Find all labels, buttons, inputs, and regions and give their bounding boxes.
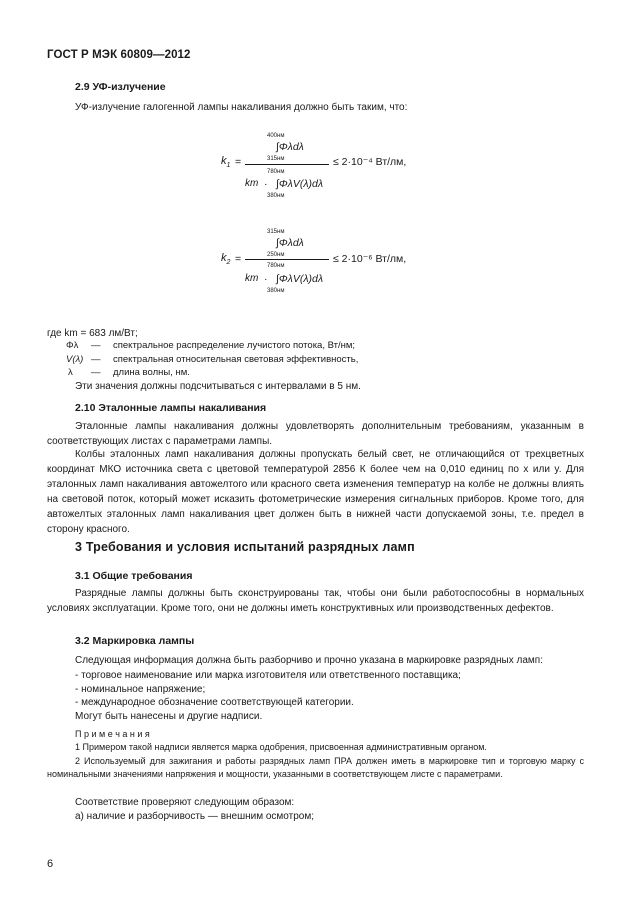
- note-1: 1 Примером такой надписи является марка одобрения, присвоенная административным органом.: [75, 742, 487, 752]
- formula2-den-lower: 380нм: [267, 288, 285, 294]
- page-number: 6: [47, 858, 54, 870]
- formula2-fraction-bar: [245, 259, 329, 260]
- where-intro: где km = 683 лм/Вт;: [47, 328, 138, 339]
- formula2-rhs: ≤ 2·10⁻⁶ Вт/лм,: [333, 253, 407, 265]
- formula2-eq: =: [235, 253, 242, 265]
- where-text: спектральное распределение лучистого потока, Вт/нм;: [113, 340, 356, 351]
- where-dash: —: [91, 354, 101, 365]
- notes-label: П р и м е ч а н и я: [75, 729, 150, 739]
- marking-list-item: - номинальное напряжение;: [75, 684, 206, 695]
- formula2-den-dot: ·: [264, 273, 268, 285]
- paragraph-2-10-1: Эталонные лампы накаливания должны удовлетворять дополнительным требованиям, указанным в соответствующих листах с параметрами лампы.: [47, 421, 584, 447]
- note-2: 2 Используемый для зажигания и работы разрядных ламп ПРА должен иметь в маркировке тип и торговую марку с номинальными значениями напряжения и мощности, указанными в соответствующем листе с параметрами.: [47, 756, 584, 779]
- formula1-fraction-bar: [245, 164, 329, 165]
- formula2-num-upper: 315нм: [267, 229, 285, 235]
- formula1-den-lower: 380нм: [267, 193, 285, 199]
- section-heading-3-2: 3.2 Маркировка лампы: [75, 635, 195, 647]
- section-heading-2-10: 2.10 Эталонные лампы накаливания: [75, 402, 267, 414]
- document-header: ГОСТ Р МЭК 60809—2012: [47, 49, 191, 61]
- paragraph-2-10-2: Колбы эталонных ламп накаливания должны пропускать белый свет, не отличающийся от трехцветных координат МКО источника света с цветовой температурой 2856 К более чем на 0,010 единиц по x или y. Для эталонных ламп накаливания автожелтого или красного света изменения температур на колбе не должны влиять на световой поток, который может исказить фотометрические измерения сигнальных приборов. Кроме того, для автожелтых эталонных ламп накаливания цвет должен быть в нижней части допускаемой зоны, т.е. предел в сторону красного.: [47, 449, 584, 535]
- formula1-den-dot: ·: [264, 178, 268, 190]
- where-dash: —: [91, 340, 101, 351]
- formula2-den-expr: ∫ΦλV(λ)dλ: [276, 273, 324, 285]
- where-symbol: V(λ): [66, 354, 84, 365]
- formula1-eq: =: [235, 156, 242, 168]
- section-heading-3-1: 3.1 Общие требования: [75, 570, 193, 582]
- compliance-check: Соответствие проверяют следующим образом:: [75, 797, 295, 808]
- formula1-num-expr: ∫Φλdλ: [276, 141, 304, 153]
- formula2-den-upper: 780нм: [267, 263, 285, 269]
- where-note: Эти значения должны подсчитываться с интервалами в 5 нм.: [75, 381, 361, 392]
- formula1-den-coef: km: [245, 178, 259, 189]
- where-symbol: λ: [68, 367, 73, 378]
- formula1-num-upper: 400нм: [267, 133, 285, 139]
- where-symbol: Φλ: [66, 340, 79, 351]
- formula1-rhs: ≤ 2·10⁻⁴ Вт/лм,: [333, 156, 407, 168]
- where-text: длина волны, нм.: [113, 367, 190, 378]
- marking-more: Могут быть нанесены и другие надписи.: [75, 711, 263, 722]
- formula2-den-coef: km: [245, 273, 259, 284]
- formula1-lhs: $k_1$: [221, 155, 231, 170]
- paragraph-3-1: Разрядные лампы должны быть сконструированы так, чтобы они были работоспособны в нормальных условиях эксплуатации. Кроме того, они не должны иметь конструктивных или производственных дефектов.: [47, 588, 584, 614]
- formula1-den-expr: ∫ΦλV(λ)dλ: [276, 178, 324, 190]
- marking-intro: Следующая информация должна быть разборчиво и прочно указана в маркировке разрядных ламп:: [75, 655, 543, 666]
- where-text: спектральная относительная световая эффективность,: [113, 354, 359, 365]
- formula1-den-upper: 780нм: [267, 169, 285, 175]
- section-heading-3: 3 Требования и условия испытаний разрядных ламп: [75, 540, 415, 554]
- section-heading-2-9: 2.9 УФ-излучение: [75, 81, 166, 93]
- formula2-num-lower: 250нм: [267, 252, 285, 258]
- compliance-check-a: а) наличие и разборчивость — внешним осмотром;: [75, 811, 315, 822]
- formula2-num-expr: ∫Φλdλ: [276, 237, 304, 249]
- marking-list-item: - торговое наименование или марка изготовителя или ответственного поставщика;: [75, 670, 461, 681]
- marking-list-item: - международное обозначение соответствующей категории.: [75, 697, 354, 708]
- formula2-lhs: $k_2$: [221, 252, 231, 267]
- where-dash: —: [91, 367, 101, 378]
- uv-intro-text: УФ-излучение галогенной лампы накаливания должно быть таким, что:: [75, 102, 408, 113]
- formula1-num-lower: 315нм: [267, 156, 285, 162]
